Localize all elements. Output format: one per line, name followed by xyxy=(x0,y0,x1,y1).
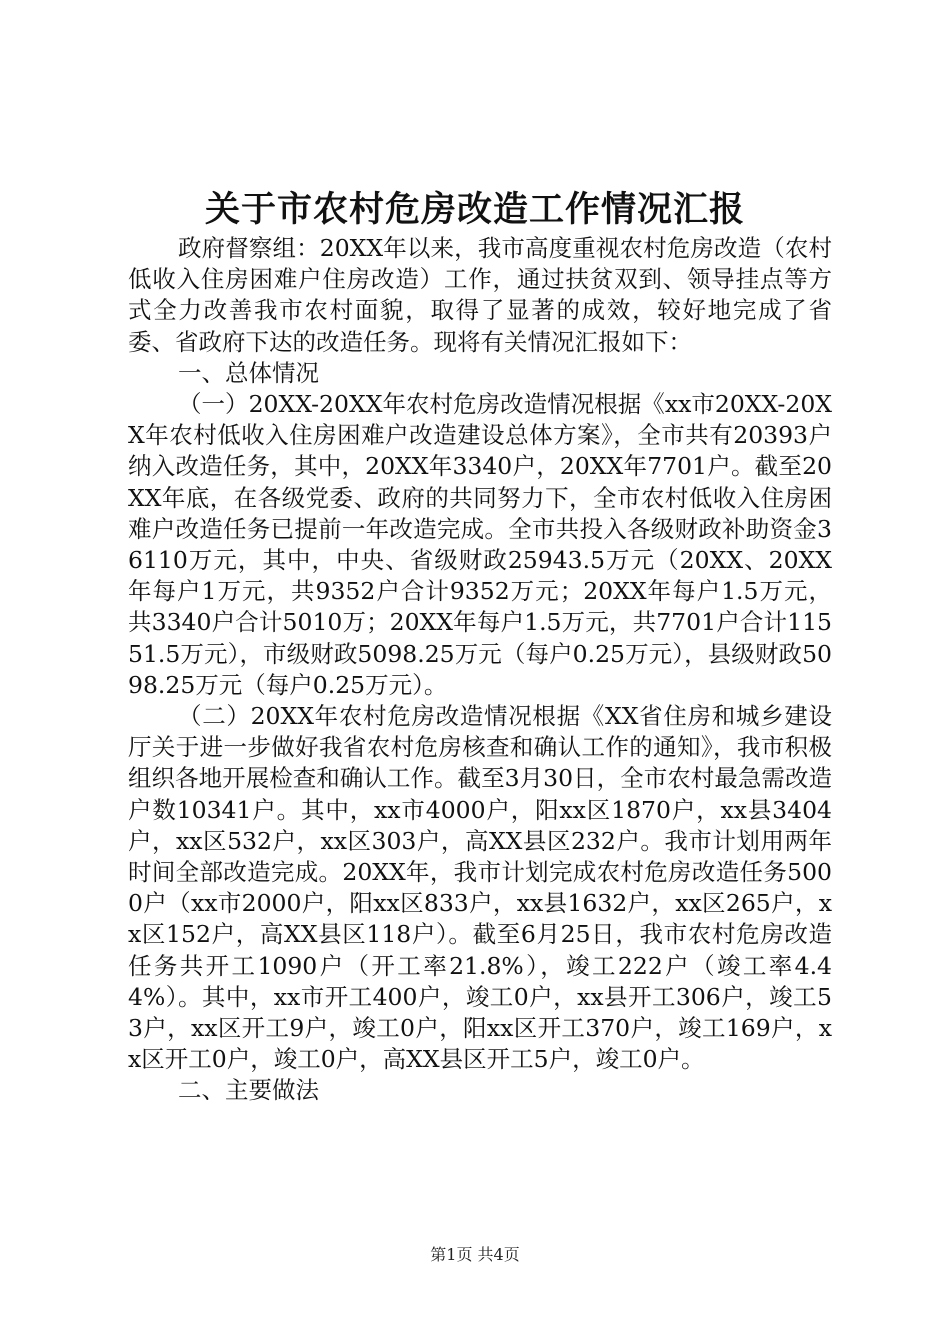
page-number: 第1页 共4页 xyxy=(430,1245,520,1264)
paragraph-subsection-2: （二）20XX年农村危房改造情况根据《XX省住房和城乡建设厅关于进一步做好我省农村危房核查和确认工作的通知》，我市积极组织各地开展检查和确认工作。截至3月30日，全市农村最急需改造户数10341户。其中，xx市4000户，阳xx区1870户，xx县3404户，xx区532户，xx区303户，高XX县区232户。我市计划用两年时间全部改造完成。20XX年，我市计划完成农村危房改造任务5000户（xx市2000户，阳xx区833户，xx县1632户，xx区265户，xx区152户，高XX县区118户）。截至6月25日，我市农村危房改造任务共开工1090户（开工率21.8%），竣工222户（竣工率4.44%）。其中，xx市开工400户，竣工0户，xx县开工306户，竣工53户，xx区开工9户，竣工0户，阳xx区开工370户，竣工169户，xx区开工0户，竣工0户，高XX县区开工5户，竣工0户。 xyxy=(128,702,832,1074)
document-body xyxy=(128,233,832,1107)
document-title: 关于市农村危房改造工作情况汇报 xyxy=(204,190,745,230)
paragraph-subsection-1: （一）20XX-20XX年农村危房改造情况根据《xx市20XX-20XX年农村低收入住房困难户改造建设总体方案》，全市共有20393户纳入改造任务，其中，20XX年3340户，20XX年7701户。截至20XX年底，在各级党委、政府的共同努力下，全市农村低收入住房困难户改造任务已提前一年改造完成。全市共投入各级财政补助资金36110万元，其中，中央、省级财政25943.5万元（20XX、20XX年每户1万元，共9352户合计9352万元；20XX年每户1.5万元，共3340户合计5010万；20XX年每户1.5万元，共7701户合计11551.5万元），市级财政5098.25万元（每户0.25万元），县级财政5098.25万元（每户0.25万元）。 xyxy=(128,390,832,699)
section-heading-overview: 一、总体情况 xyxy=(178,358,319,387)
section-heading-main-practices: 二、主要做法 xyxy=(178,1076,319,1105)
paragraph-intro: 政府督察组：20XX年以来，我市高度重视农村危房改造（农村低收入住房困难户住房改造）工作，通过扶贫双到、领导挂点等方式全力改善我市农村面貌，取得了显著的成效，较好地完成了省委、省政府下达的改造任务。现将有关情况汇报如下： xyxy=(128,234,832,356)
